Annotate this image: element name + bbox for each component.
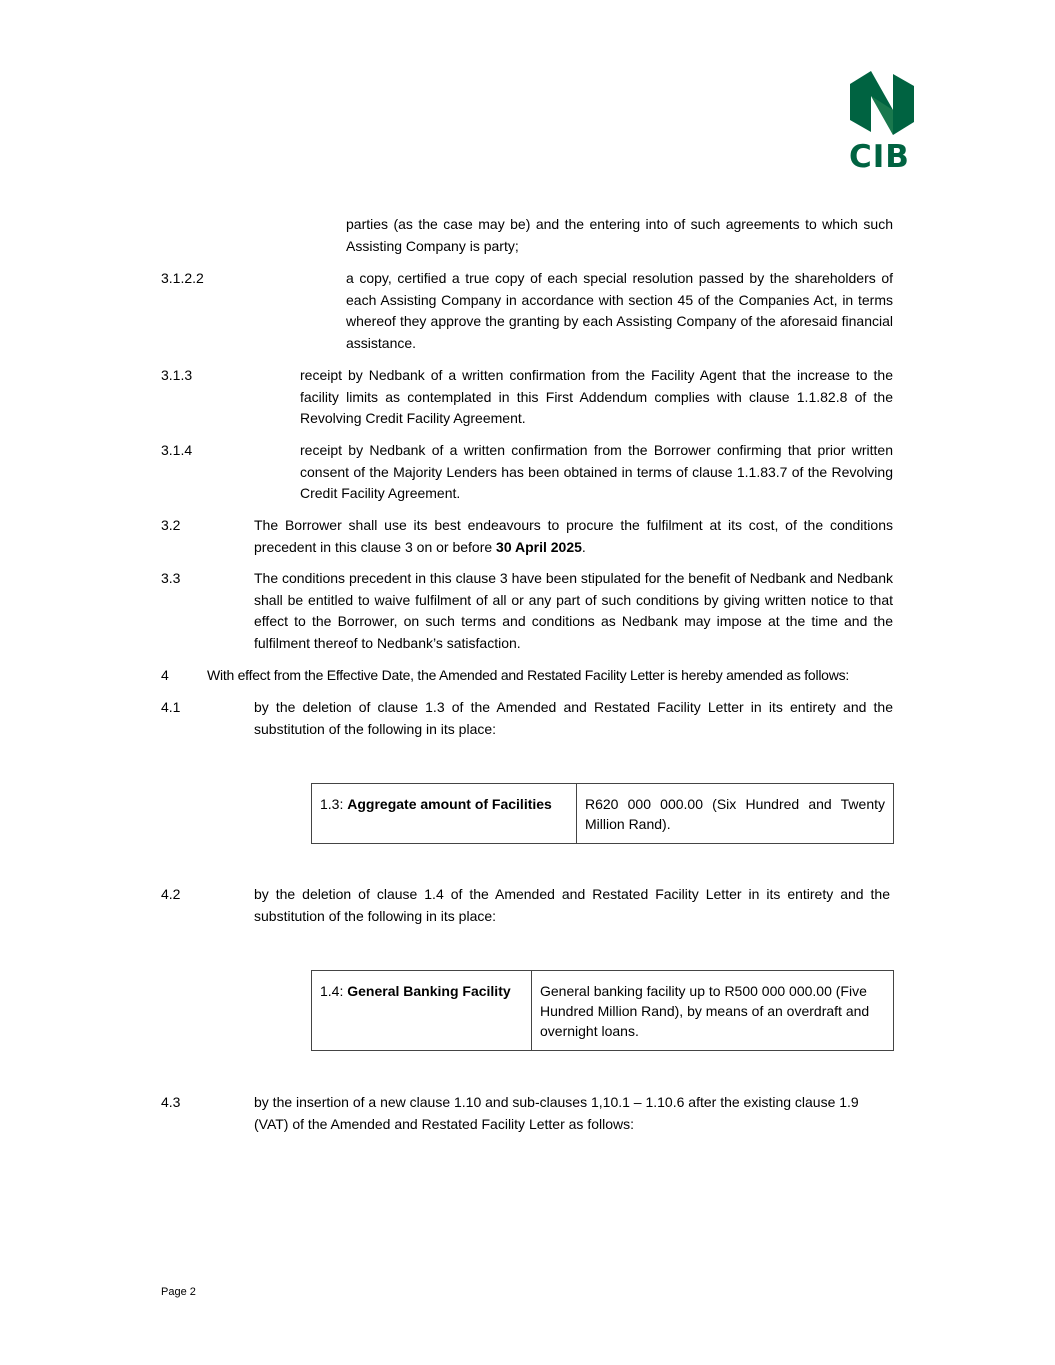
logo-text: CIB xyxy=(849,139,910,175)
clause-43-text: by the insertion of a new clause 1.10 and sub-clauses 1,10.1 – 1.10.6 after the existing clause 1.9 (VAT) of the Amended and Restated Facility Letter as follows: xyxy=(254,1094,859,1132)
clause-number-43: 4.3 xyxy=(161,1094,181,1110)
clause-number-313: 3.1.3 xyxy=(161,367,193,383)
nedbank-cib-logo xyxy=(849,70,915,174)
table-1-4-label xyxy=(312,971,532,1050)
amendment-table-1-3 xyxy=(311,783,894,844)
table-1-3-label xyxy=(312,784,577,843)
page-number: Page 2 xyxy=(161,1286,196,1298)
clause-313-text: receipt by Nedbank of a written confirmation from the Facility Agent that the increase to the facility limits as contemplated in this First Addendum complies with clause 1.1.82.8 of the Revolving Credit Facility Agreement. xyxy=(300,367,893,426)
clause-41-text: by the deletion of clause 1.3 of the Amended and Restated Facility Letter in its entirety and the substitution of the following in its place: xyxy=(254,699,893,737)
nedbank-n-icon xyxy=(849,70,915,136)
clause-number-41: 4.1 xyxy=(161,699,181,715)
clause-32-text-b: . xyxy=(581,538,586,555)
table-1-4-title: General Banking Facility xyxy=(347,983,511,999)
clause-number-314: 3.1.4 xyxy=(161,442,193,458)
clause-3122-continuation: parties (as the case may be) and the entering into of such agreements to which such Assisting Company is party; xyxy=(346,216,893,254)
clause-number-3122: 3.1.2.2 xyxy=(161,270,204,286)
clause-32-text xyxy=(254,515,893,558)
clause-number-42: 4.2 xyxy=(161,886,181,902)
clause-number-4: 4 xyxy=(161,667,169,683)
table-1-3-prefix: 1.3: xyxy=(320,796,348,812)
clause-number-32: 3.2 xyxy=(161,517,181,533)
clause-3122-text: a copy, certified a true copy of each special resolution passed by the shareholders of each Assisting Company in accordance with section 45 of the Companies Act, in terms whereof they approve the granting by each Assisting Company of the aforesaid financial assistance. xyxy=(346,270,893,351)
clause-4-text: With effect from the Effective Date, the Amended and Restated Facility Letter is hereby amended as follows: xyxy=(207,667,849,683)
table-1-4-value: General banking facility up to R500 000 000.00 (Five Hundred Million Rand), by means of an overdraft and overnight loans. xyxy=(540,983,870,1039)
table-1-4-prefix: 1.4: xyxy=(320,983,348,999)
table-1-3-value: R620 000 000.00 (Six Hundred and Twenty Million Rand). xyxy=(585,796,885,832)
clause-32-text-a: The Borrower shall use its best endeavours to procure the fulfilment at its cost, of the conditions precedent in this clause 3 on or before xyxy=(254,517,893,555)
clause-33-text: The conditions precedent in this clause 3 have been stipulated for the benefit of Nedbank and Nedbank shall be entitled to waive fulfilment of all or any part of such conditions by giving written notice to that effect to the Borrower, on such terms and conditions as Nedbank may impose at the time and the fulfilment thereof to Nedbank’s satisfaction. xyxy=(254,570,893,651)
amendment-table-1-4 xyxy=(311,970,894,1051)
clause-42-text: by the deletion of clause 1.4 of the Amended and Restated Facility Letter in its entirety and the substitution of the following in its place: xyxy=(254,886,890,924)
clause-32-date: 30 April 2025 xyxy=(496,538,582,555)
clause-number-33: 3.3 xyxy=(161,570,181,586)
clause-314-text: receipt by Nedbank of a written confirmation from the Borrower confirming that prior written consent of the Majority Lenders has been obtained in terms of clause 1.1.83.7 of the Revolving Credit Facility Agreement. xyxy=(300,442,893,501)
table-1-3-title: Aggregate amount of Facilities xyxy=(347,796,552,812)
